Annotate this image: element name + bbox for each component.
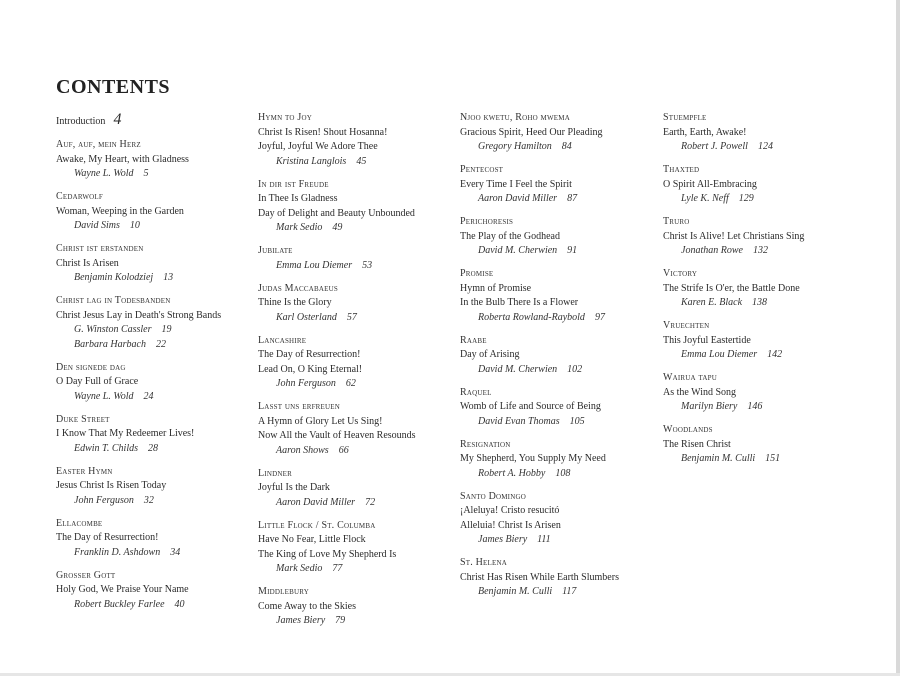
arranger-name: Emma Lou Diemer xyxy=(681,349,758,360)
arranger-line[interactable] xyxy=(460,311,652,326)
arranger-name: Roberta Rowland-Raybold xyxy=(478,311,585,323)
arranger-name: Aaron David Miller xyxy=(276,496,356,508)
arranger-name: John Ferguson xyxy=(276,378,336,389)
hymn-title-link[interactable]: Have No Fear, Little Flock xyxy=(258,534,366,545)
tune-name: Pentecost xyxy=(460,164,504,175)
arranger-name: Benjamin M. Culli xyxy=(681,453,756,464)
page-number: 49 xyxy=(332,222,343,233)
tune-name: Duke Street xyxy=(56,413,110,425)
hymn-title-link[interactable]: Joyful, Joyful We Adore Thee xyxy=(258,141,378,152)
tune-name: Njoo kwetu, Roho mwema xyxy=(460,112,570,123)
hymn-title-link[interactable]: Awake, My Heart, with Gladness xyxy=(56,153,189,165)
page-number: 45 xyxy=(356,155,367,167)
tune-name: Cedarwolf xyxy=(56,191,103,202)
arranger-name: James Biery xyxy=(478,534,528,545)
arranger-line[interactable] xyxy=(258,221,450,236)
tune-name: Resignation xyxy=(460,438,511,450)
arranger-name: Robert J. Powell xyxy=(681,141,748,152)
arranger-name: David M. Cherwien xyxy=(478,363,558,375)
arranger-name: Benjamin M. Culli xyxy=(478,586,553,597)
toc-entry xyxy=(56,465,248,509)
toc-entry xyxy=(663,319,855,363)
arranger-line[interactable] xyxy=(663,348,855,363)
tune-name: Santo Domingo xyxy=(460,490,526,502)
page-edge-right xyxy=(896,0,900,676)
arranger-line[interactable] xyxy=(56,494,248,509)
hymn-title-link[interactable]: Gracious Spirit, Heed Our Pleading xyxy=(460,126,603,138)
arranger-line[interactable] xyxy=(258,155,450,170)
arranger-name: Franklin D. Ashdown xyxy=(74,546,161,558)
toc-entry xyxy=(663,267,855,311)
arranger-name: Edwin T. Childs xyxy=(74,442,138,454)
arranger-name: Marilyn Biery xyxy=(681,401,738,412)
tune-name: Truro xyxy=(663,216,690,227)
toc-entry xyxy=(56,361,248,405)
toc-entry xyxy=(460,215,652,259)
intro-entry[interactable] xyxy=(56,111,248,130)
toc-entry xyxy=(663,111,855,155)
tune-name: Woodlands xyxy=(663,424,713,435)
toc-entry xyxy=(460,163,652,207)
toc-entry xyxy=(56,294,248,352)
tune-name: Ellacombe xyxy=(56,517,103,529)
contents-column-4 xyxy=(663,111,855,475)
toc-entry xyxy=(663,163,855,207)
tune-name: Hymn to Joy xyxy=(258,112,312,123)
arranger-name: Kristina Langlois xyxy=(276,155,347,167)
hymn-title-link[interactable]: O Day Full of Grace xyxy=(56,376,139,387)
arranger-line[interactable] xyxy=(663,192,855,207)
page-number: 138 xyxy=(752,297,768,308)
page-number: 84 xyxy=(561,141,572,152)
page-number: 57 xyxy=(346,311,357,323)
page-number: 24 xyxy=(143,390,154,402)
tune-name: Christ ist erstanden xyxy=(56,243,144,254)
tune-name: Christ lag in Todesbanden xyxy=(56,295,171,306)
arranger-line[interactable] xyxy=(56,271,248,286)
toc-entry xyxy=(663,371,855,415)
page-number: 72 xyxy=(365,496,376,508)
arranger-line[interactable] xyxy=(663,244,855,259)
toc-entry xyxy=(258,282,450,326)
hymn-title-link[interactable]: Lead On, O King Eternal! xyxy=(258,363,363,375)
tune-name: Lindner xyxy=(258,467,292,479)
tune-name: Lancashire xyxy=(258,334,307,346)
page-number: 79 xyxy=(335,615,346,626)
hymn-title-link[interactable]: Joyful Is the Dark xyxy=(258,482,330,493)
page-number: 53 xyxy=(362,259,373,271)
arranger-name: Robert Buckley Farlee xyxy=(74,598,165,610)
arranger-name: Barbara Harbach xyxy=(74,338,146,350)
tune-name: Auf, auf, mein Herz xyxy=(56,139,141,150)
intro-page: 4 xyxy=(113,111,122,128)
arranger-name: Gregory Hamilton xyxy=(478,141,552,152)
toc-entry xyxy=(56,569,248,613)
arranger-line[interactable] xyxy=(460,467,652,482)
toc-entry xyxy=(460,490,652,548)
hymn-title-link[interactable]: As the Wind Song xyxy=(663,386,737,398)
page-number: 124 xyxy=(757,141,773,152)
arranger-name: G. Winston Cassler xyxy=(74,324,152,335)
tune-name: Promise xyxy=(460,268,494,279)
arranger-line[interactable] xyxy=(663,140,855,155)
hymn-title-link[interactable]: Every Time I Feel the Spirit xyxy=(460,178,572,190)
hymn-title-link[interactable]: Christ Is Alive! Let Christians Sing xyxy=(663,230,805,242)
hymn-title-link[interactable]: Thine Is the Glory xyxy=(258,297,332,308)
contents-column-3 xyxy=(460,111,652,608)
arranger-line[interactable] xyxy=(460,415,652,430)
toc-entry xyxy=(56,190,248,234)
arranger-line[interactable] xyxy=(460,533,652,548)
tune-name: Wairua tapu xyxy=(663,372,718,383)
tune-name: In dir ist Freude xyxy=(258,178,329,190)
toc-entry xyxy=(460,334,652,378)
hymn-title-link[interactable]: In Thee Is Gladness xyxy=(258,193,338,204)
page-number: 66 xyxy=(338,444,349,456)
arranger-name: Aaron Shows xyxy=(276,444,329,456)
arranger-line[interactable] xyxy=(56,219,248,234)
tune-name: Middlebury xyxy=(258,586,309,597)
hymn-title-link[interactable]: Holy God, We Praise Your Name xyxy=(56,584,189,595)
page-number: 10 xyxy=(129,220,140,231)
toc-entry xyxy=(460,267,652,325)
tune-name: Perichoresis xyxy=(460,216,514,227)
page-number: 28 xyxy=(148,442,158,454)
arranger-name: Lyle K. Neff xyxy=(681,193,729,204)
arranger-line[interactable] xyxy=(460,244,652,259)
tune-name: Raabe xyxy=(460,334,487,346)
hymn-title-link[interactable]: The Play of the Godhead xyxy=(460,230,560,242)
arranger-line[interactable] xyxy=(460,363,652,378)
arranger-line[interactable] xyxy=(258,259,450,274)
arranger-name: Wayne L. Wold xyxy=(74,390,134,402)
arranger-line[interactable] xyxy=(258,377,450,392)
page-number: 111 xyxy=(537,534,551,545)
page-number: 102 xyxy=(567,363,583,375)
arranger-name: Mark Sedio xyxy=(276,563,323,574)
tune-name: Raquel xyxy=(460,386,492,398)
toc-entry xyxy=(258,467,450,511)
tune-name: Judas Maccabaeus xyxy=(258,282,338,294)
page-number: 62 xyxy=(345,378,356,389)
arranger-line[interactable] xyxy=(663,452,855,467)
arranger-name: Robert A. Hobby xyxy=(478,467,546,479)
hymn-title-link[interactable]: ¡Aleluya! Cristo resucitó xyxy=(460,505,560,516)
tune-name: Vruechten xyxy=(663,320,710,331)
tune-name: Victory xyxy=(663,268,698,279)
arranger-name: Aaron David Miller xyxy=(478,193,558,204)
arranger-name: Karl Osterland xyxy=(276,311,337,323)
page-number: 146 xyxy=(747,401,763,412)
tune-name: St. Helena xyxy=(460,557,507,568)
hymn-title-link[interactable]: Womb of Life and Source of Being xyxy=(460,401,601,412)
arranger-name: David Sims xyxy=(74,220,120,231)
hymn-title-link[interactable]: Come Away to the Skies xyxy=(258,600,356,612)
page-number: 117 xyxy=(562,586,577,597)
intro-label: Introduction xyxy=(56,116,106,127)
arranger-line[interactable] xyxy=(460,192,652,207)
contents-column-2 xyxy=(258,111,450,637)
toc-entry xyxy=(258,178,450,236)
page-number: 129 xyxy=(738,193,754,204)
toc-entry xyxy=(460,386,652,430)
page-number: 19 xyxy=(161,324,172,335)
toc-entry xyxy=(460,111,652,155)
tune-name: Little Flock / St. Columba xyxy=(258,519,376,531)
toc-entry xyxy=(258,111,450,169)
page-number: 5 xyxy=(143,168,149,179)
page-number: 87 xyxy=(567,193,578,204)
page-number: 132 xyxy=(752,245,768,256)
hymn-title-link[interactable]: In the Bulb There Is a Flower xyxy=(460,297,579,308)
toc-entry xyxy=(258,244,450,273)
toc-entry xyxy=(663,423,855,467)
arranger-name: Emma Lou Diemer xyxy=(276,259,353,271)
tune-name: Den signede dag xyxy=(56,361,126,373)
tune-name: Easter Hymn xyxy=(56,465,113,477)
hymn-title-link[interactable]: This Joyful Eastertide xyxy=(663,334,751,346)
arranger-line[interactable] xyxy=(56,338,248,353)
page-number: 34 xyxy=(170,546,181,558)
page-number: 151 xyxy=(765,453,781,464)
page-number: 32 xyxy=(143,494,154,506)
page-number: 142 xyxy=(767,349,783,360)
tune-name: Grosser Gott xyxy=(56,569,116,581)
arranger-name: Karen E. Black xyxy=(681,297,743,308)
toc-entry xyxy=(258,585,450,629)
arranger-name: Wayne L. Wold xyxy=(74,168,134,179)
toc-entry xyxy=(258,519,450,577)
hymn-title-link[interactable]: I Know That My Redeemer Lives! xyxy=(56,428,195,439)
arranger-name: David M. Cherwien xyxy=(478,245,558,256)
page-number: 40 xyxy=(174,598,185,610)
toc-entry xyxy=(56,138,248,182)
arranger-name: Benjamin Kolodziej xyxy=(74,272,154,283)
arranger-line[interactable] xyxy=(56,598,248,613)
hymn-title-link[interactable]: Jesus Christ Is Risen Today xyxy=(56,480,167,491)
hymn-title-link[interactable]: The King of Love My Shepherd Is xyxy=(258,548,397,560)
hymn-title-link[interactable]: Christ Is Arisen xyxy=(56,257,119,269)
contents-column-1 xyxy=(56,111,248,621)
hymn-title-link[interactable]: O Spirit All-Embracing xyxy=(663,178,757,190)
page-number: 108 xyxy=(555,467,571,479)
hymn-title-link[interactable]: Alleluia! Christ Is Arisen xyxy=(460,519,561,531)
toc-entry xyxy=(56,517,248,561)
page-number: 105 xyxy=(569,415,585,427)
arranger-line[interactable] xyxy=(56,546,248,561)
arranger-line[interactable] xyxy=(663,400,855,415)
toc-entry xyxy=(56,242,248,286)
hymn-title-link[interactable]: Christ Has Risen While Earth Slumbers xyxy=(460,571,619,583)
tune-name: Thaxted xyxy=(663,164,700,175)
tune-name: Jubilate xyxy=(258,245,293,256)
toc-entry xyxy=(663,215,855,259)
arranger-line[interactable] xyxy=(258,614,450,629)
arranger-name: John Ferguson xyxy=(74,494,134,506)
arranger-line[interactable] xyxy=(56,390,248,405)
arranger-line[interactable] xyxy=(56,323,248,338)
toc-entry xyxy=(258,400,450,458)
tune-name: Lasst uns erfreuen xyxy=(258,401,340,412)
hymn-title-link[interactable]: Hymn of Promise xyxy=(460,282,532,294)
hymn-title-link[interactable]: The Risen Christ xyxy=(663,438,731,450)
page-number: 13 xyxy=(163,272,174,283)
arranger-name: James Biery xyxy=(276,615,326,626)
arranger-name: David Evan Thomas xyxy=(478,415,560,427)
arranger-name: Jonathan Rowe xyxy=(681,245,743,256)
hymn-title-link[interactable]: My Shepherd, You Supply My Need xyxy=(460,453,606,464)
page-number: 77 xyxy=(332,563,343,574)
arranger-line[interactable] xyxy=(258,444,450,459)
arranger-line[interactable] xyxy=(663,296,855,311)
arranger-line[interactable] xyxy=(258,496,450,511)
page-number: 97 xyxy=(594,311,605,323)
arranger-line[interactable] xyxy=(56,167,248,182)
arranger-line[interactable] xyxy=(460,585,652,600)
page-number: 91 xyxy=(567,245,578,256)
toc-entry xyxy=(258,334,450,392)
page-title: CONTENTS xyxy=(56,76,171,98)
toc-entry xyxy=(460,438,652,482)
hymn-title-link[interactable]: The Day of Resurrection! xyxy=(56,532,159,543)
toc-entry xyxy=(56,413,248,457)
arranger-line[interactable] xyxy=(258,562,450,577)
hymn-title-link[interactable]: Day of Delight and Beauty Unbounded xyxy=(258,207,415,219)
hymn-title-link[interactable]: The Strife Is O'er, the Battle Done xyxy=(663,282,800,294)
hymn-title-link[interactable]: Christ Is Risen! Shout Hosanna! xyxy=(258,126,388,138)
hymn-title-link[interactable]: The Day of Resurrection! xyxy=(258,349,361,360)
hymn-title-link[interactable]: A Hymn of Glory Let Us Sing! xyxy=(258,415,383,427)
arranger-line[interactable] xyxy=(258,311,450,326)
hymn-title-link[interactable]: Earth, Earth, Awake! xyxy=(663,126,747,138)
hymn-title-link[interactable]: Christ Jesus Lay in Death's Strong Bands xyxy=(56,309,222,321)
toc-entry xyxy=(460,556,652,600)
arranger-line[interactable] xyxy=(56,442,248,457)
arranger-line[interactable] xyxy=(460,140,652,155)
arranger-name: Mark Sedio xyxy=(276,222,323,233)
hymn-title-link[interactable]: Day of Arising xyxy=(460,349,520,360)
tune-name: Stuempfle xyxy=(663,112,707,123)
page-number: 22 xyxy=(155,338,166,350)
hymn-title-link[interactable]: Now All the Vault of Heaven Resounds xyxy=(258,430,416,441)
hymn-title-link[interactable]: Woman, Weeping in the Garden xyxy=(56,205,184,217)
